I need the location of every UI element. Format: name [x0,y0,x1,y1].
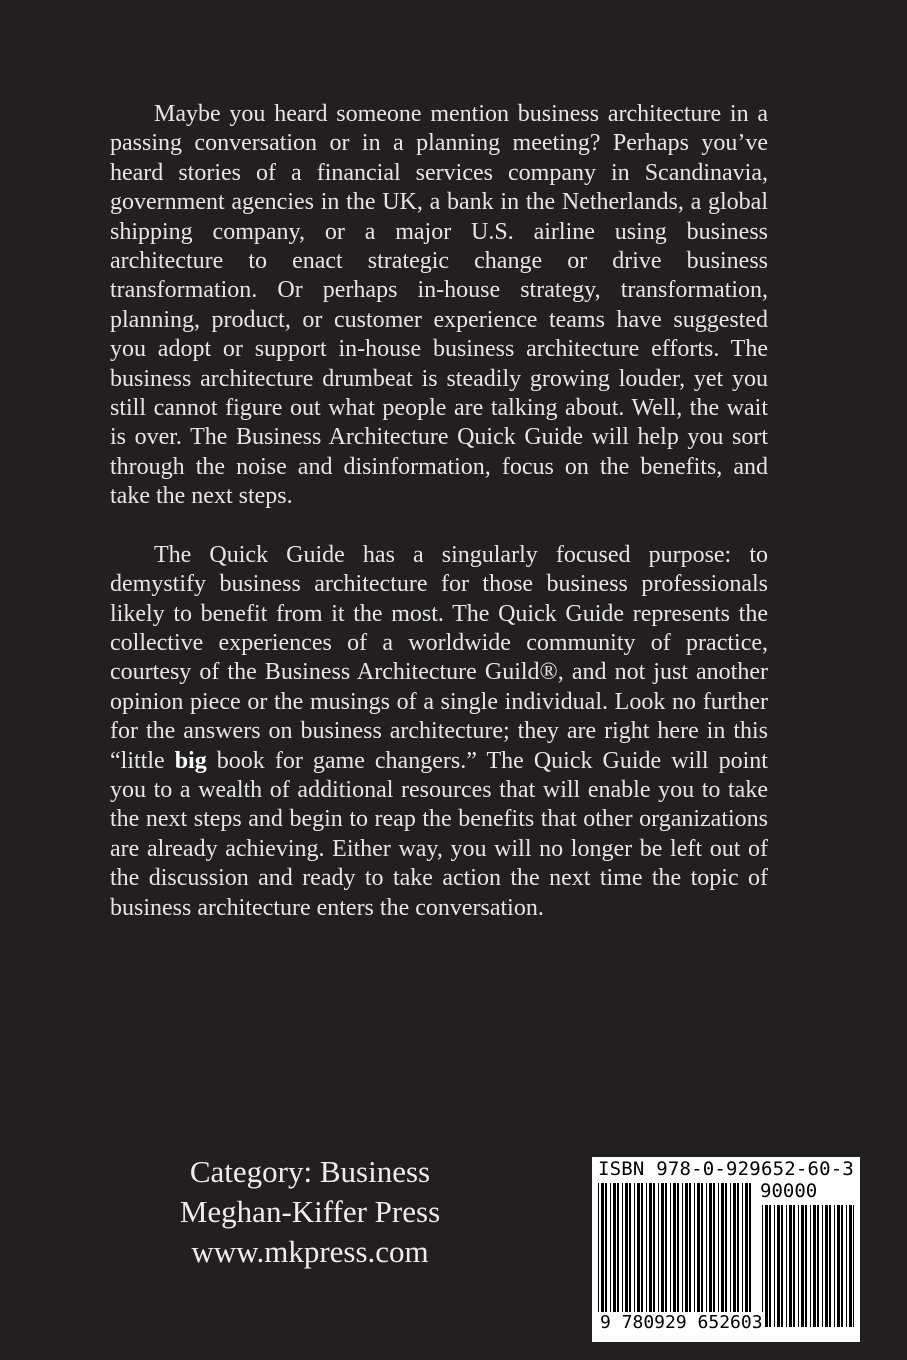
barcode-bar [749,1183,751,1327]
barcode-bar [653,1183,655,1327]
barcode-bar [646,1183,647,1327]
barcode-bar [613,1183,616,1327]
barcode-bar [673,1183,676,1327]
barcode-bar [661,1183,664,1327]
barcode-bar [622,1183,623,1327]
blurb-paragraph-1: Maybe you heard someone mention business architecture in a passing conversation or in a planning meeting? Perhaps you’ve heard stories of a financial services company in Scandinavia, government agencies in the UK, a bank in the Netherlands, a global shipping company, or a major U.S. airline using business architecture to enact strategic change or drive business transformation. Or perhaps in-house strategy, transformation, planning, product, or customer experience teams have suggested you adopt or support in-house business architecture efforts. The business architecture drumbeat is steadily growing louder, yet you still cannot figure out what people are talking about. Well, the wait is over. The Business Architecture Quick Guide will help you sort through the noise and disinformation, focus on the benefits, and take the next steps. [110,101,768,510]
price-addon-digits: 90000 [760,1180,818,1202]
barcode-bar [781,1205,783,1327]
barcode-bar [798,1205,799,1327]
barcode-bar [774,1205,775,1327]
barcode-bar [789,1205,792,1327]
barcode-bar [849,1205,852,1327]
barcode-bar [793,1205,795,1327]
barcode-bar [853,1205,854,1327]
barcode-bar [706,1183,707,1327]
blurb-paragraph-2-start: The Quick Guide has a singularly focused purpose: to demystify business architecture for those business professionals likely to benefit from it the most. The Quick Guide represents the collective experiences of a worldwide community of practice, courtesy of the Business Architecture Guild®, and not just another opinion piece or the musings of a single individual. Look no further for the answers on business architecture; they are right here in this “little [110,541,768,774]
barcode-bar [634,1183,635,1327]
barcode-bar [834,1205,835,1327]
barcode-bar [694,1183,695,1327]
barcode-bar [629,1183,631,1327]
emphasis-big: big [174,747,207,774]
barcode-bar [817,1205,819,1327]
barcode-bar [762,1205,763,1327]
barcode-bar [697,1183,700,1327]
barcode-bar [713,1183,715,1327]
barcode-bar [658,1183,659,1327]
barcode-bar [649,1183,652,1327]
blurb-paragraph-2 [110,541,768,923]
barcode-bar [709,1183,712,1327]
publisher-info [100,1152,520,1272]
barcode-bar [786,1205,787,1327]
barcode-bar [725,1183,727,1327]
barcode-bar [829,1205,831,1327]
blurb-paragraph-2-end: book for game changers.” The Quick Guide will point you to a wealth of additional resources that will enable you to take the next steps and begin to reap the benefits that other organizations are already achieving. Either way, you will no longer be left out of the discussion and ready to take action the next time the topic of business architecture enters the conversation. [110,747,768,921]
barcode-bar [737,1183,739,1327]
barcode-bar [617,1183,619,1327]
ean-digits: 9 780929 652603 [600,1312,763,1333]
barcode-bar [777,1205,780,1327]
barcode-bar [677,1183,679,1327]
barcode-bar [598,1183,599,1327]
barcode-bar [637,1183,640,1327]
barcode-bar [689,1183,691,1327]
barcode-bar [605,1183,607,1327]
barcode-bar [837,1205,840,1327]
barcode-bar [822,1205,823,1327]
barcode-bar [825,1205,828,1327]
barcode-bar [685,1183,688,1327]
barcode-bar [730,1183,731,1327]
barcode-bar [841,1205,843,1327]
isbn-barcode [592,1157,860,1342]
isbn-label: ISBN 978-0-929652-60-3 [598,1158,855,1180]
barcode-bar [701,1183,703,1327]
barcode-bar [625,1183,628,1327]
barcode-bar [682,1183,683,1327]
barcode-bar [765,1205,768,1327]
barcode-bar [769,1205,771,1327]
barcode-bar [733,1183,736,1327]
barcode-bar [810,1205,811,1327]
barcode-bar [601,1183,604,1327]
barcode-bar [665,1183,667,1327]
publisher-website: www.mkpress.com [191,1234,429,1269]
category-label: Category: Business [189,1154,431,1189]
barcode-bar [805,1205,807,1327]
barcode-bar [721,1183,724,1327]
barcode-bar [801,1205,804,1327]
barcode-bar [670,1183,671,1327]
barcode-bar [742,1183,743,1327]
barcode-bar [745,1183,748,1327]
barcode-bar [610,1183,611,1327]
barcode-bar [641,1183,643,1327]
barcode-bar [813,1205,816,1327]
publisher-name: Meghan-Kiffer Press [179,1194,441,1229]
barcode-bar [846,1205,847,1327]
barcode-bar [718,1183,719,1327]
back-cover-blurb [110,100,768,923]
